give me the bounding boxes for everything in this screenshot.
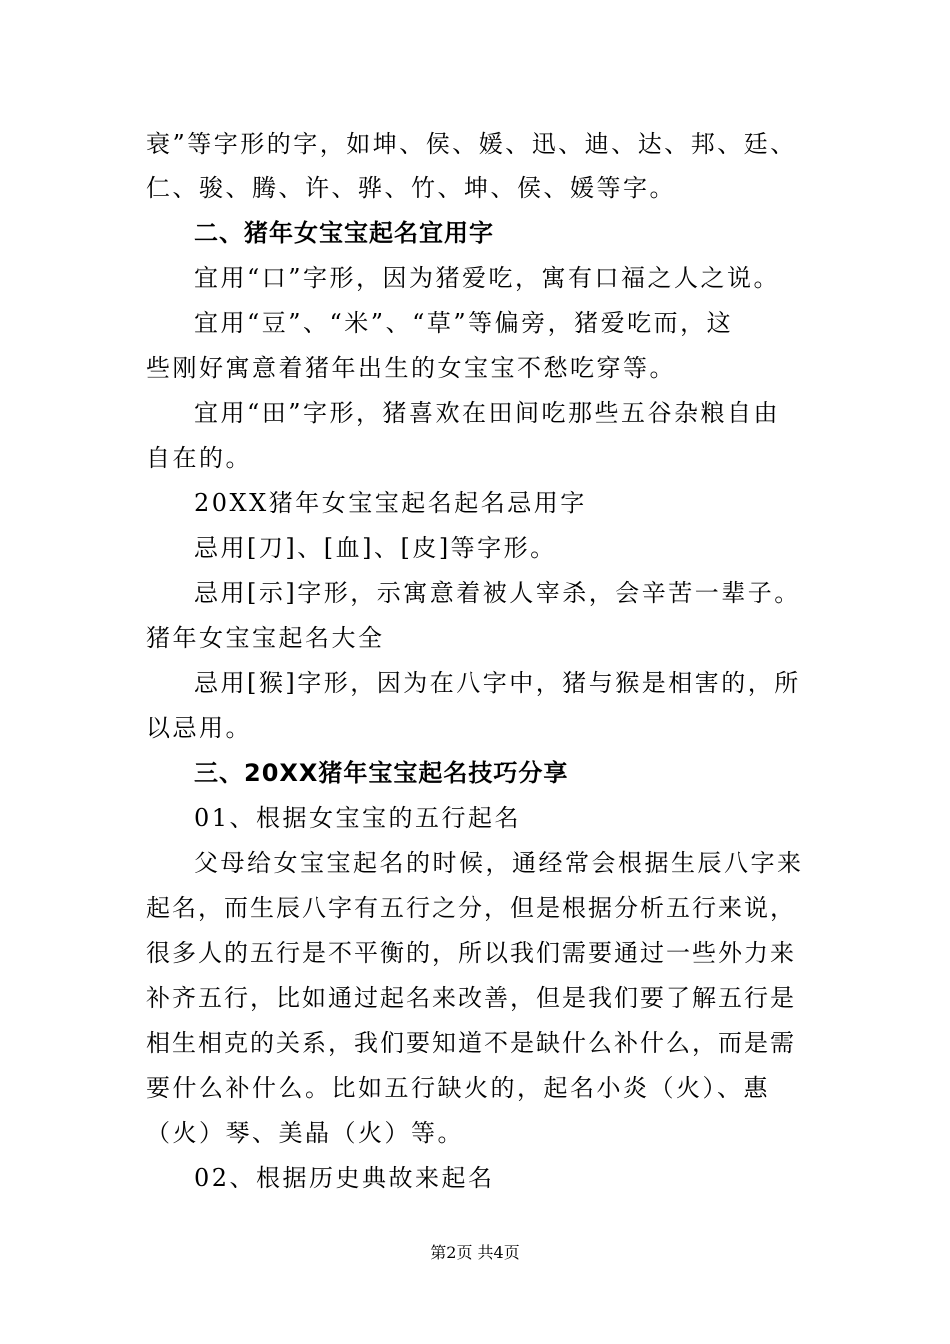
body-line: 起名，而生辰八字有五行之分，但是根据分析五行来说， <box>146 894 796 922</box>
body-paragraph: 宜用“田”字形，猪喜欢在田间吃那些五谷杂粮自由 <box>194 399 781 427</box>
body-line: 相生相克的关系，我们要知道不是缺什么补什么，而是需 <box>146 1029 796 1057</box>
body-line: 些刚好寓意着猪年出生的女宝宝不愁吃穿等。 <box>146 354 676 382</box>
body-paragraph: 父母给女宝宝起名的时候，通经常会根据生辰八字来 <box>194 849 804 877</box>
section-heading-3: 三、20XX猪年宝宝起名技巧分享 <box>194 759 569 787</box>
body-paragraph: 忌用[示]字形，示寓意着被人宰杀，会辛苦一辈子。 <box>194 579 801 607</box>
body-line-continuation: 衰”等字形的字，如坤、侯、媛、迅、迪、达、邦、廷、 <box>146 130 797 158</box>
body-paragraph: 忌用[刀]、[血]、[皮]等字形。 <box>194 534 557 562</box>
subheading: 01、根据女宝宝的五行起名 <box>194 804 522 832</box>
body-line: 要什么补什么。比如五行缺火的，起名小炎（火）、惠 <box>146 1074 770 1102</box>
body-paragraph: 忌用[猴]字形，因为在八字中，猪与猴是相害的，所 <box>194 669 801 697</box>
section-heading-2: 二、猪年女宝宝起名宜用字 <box>194 219 494 247</box>
body-paragraph: 宜用“豆”、“米”、“草”等偏旁，猪爱吃而，这 <box>194 309 734 337</box>
body-line: 补齐五行，比如通过起名来改善，但是我们要了解五行是 <box>146 984 796 1012</box>
body-line: 以忌用。 <box>146 714 252 742</box>
body-line: 很多人的五行是不平衡的，所以我们需要通过一些外力来 <box>146 939 796 967</box>
body-line: 猪年女宝宝起名大全 <box>146 624 385 652</box>
body-line: （火）琴、美晶（火）等。 <box>146 1119 464 1147</box>
subheading: 02、根据历史典故来起名 <box>194 1164 495 1192</box>
subheading: 20XX猪年女宝宝起名起名忌用字 <box>194 489 587 517</box>
body-line: 自在的。 <box>146 444 252 472</box>
page-number-footer: 第2页 共4页 <box>430 1243 520 1262</box>
body-line: 仁、骏、腾、许、骅、竹、坤、侯、媛等字。 <box>146 174 676 202</box>
body-paragraph: 宜用“口”字形，因为猪爱吃，寓有口福之人之说。 <box>194 264 781 292</box>
